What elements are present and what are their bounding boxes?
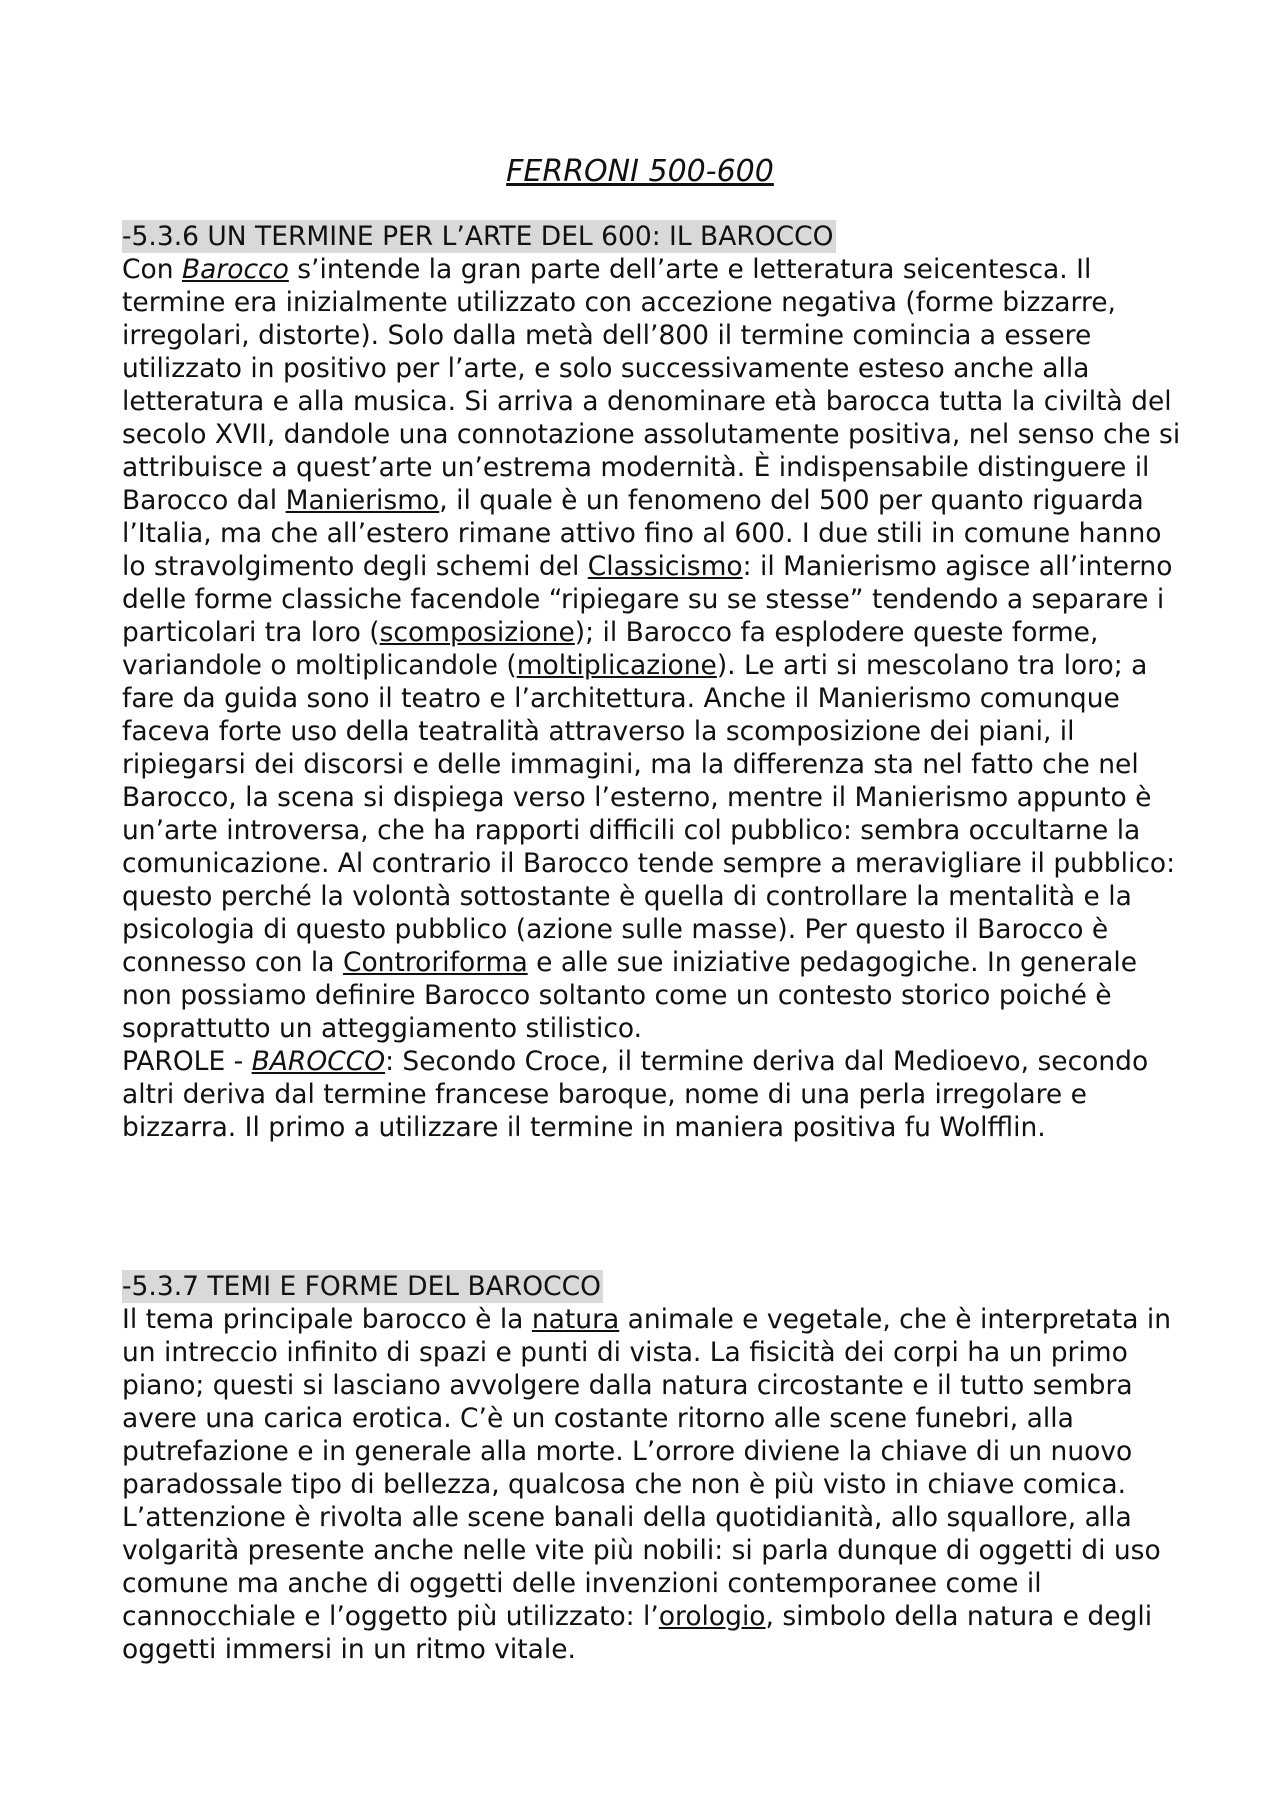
text-run: e alle sue iniziative pedagogiche. In generale non possiamo definire Barocco soltanto come un contesto storico poiché è soprattutto un atteggiamento stilistico. xyxy=(122,947,1138,1044)
section-heading: -5.3.6 UN TERMINE PER L’ARTE DEL 600: IL BAROCCO xyxy=(122,221,834,252)
underlined-term-barocco-word: BAROCCO xyxy=(251,1046,386,1077)
text-run: ); il Barocco fa esplodere queste forme, variandole o moltiplicandole ( xyxy=(122,617,1099,681)
underlined-term-classicismo: Classicismo xyxy=(587,551,743,582)
underlined-term-manierismo: Manierismo xyxy=(285,485,440,516)
text-run: ). Le arti si mescolano tra loro; a fare da guida sono il teatro e l’architettura. Anche il Manierismo comunque faceva forte uso della teatralità attraverso la scomposizione dei piani, il ripiegarsi dei discorsi e delle immagini, ma la differenza sta nel fatto che nel Barocco, la scena si dispiega verso l’esterno, mentre il Manierismo appunto è un’arte introversa, che ha rapporti difficili col pubblico: sembra occultarne la comunicazione. Al contrario il Barocco tende sempre a meravigliare il pubblico: questo perché la volontà sottostante è quella di controllare la mentalità e la psicologia di questo pubblico (azione sulle masse). Per questo il Barocco è connesso con la xyxy=(122,650,1176,978)
text-run: , il quale è un fenomeno del 500 per quanto riguarda l’Italia, ma che all’estero rimane attivo fino al 600. I due stili in comune hanno lo stravolgimento degli schemi del xyxy=(122,485,1162,582)
text-run: : Secondo Croce, il termine deriva dal Medioevo, secondo altri deriva dal termine francese baroque, nome di una perla irregolare e bizzarra. Il primo a utilizzare il termine in maniera positiva fu Wolfflin. xyxy=(122,1046,1149,1143)
text-run: Con xyxy=(122,254,182,285)
section-temi-forme xyxy=(122,1270,1182,1666)
underlined-term-natura: natura xyxy=(531,1304,620,1335)
underlined-term-barocco: Barocco xyxy=(181,254,289,285)
text-run: Il tema principale barocco è la xyxy=(122,1304,532,1335)
paragraph-definition xyxy=(122,253,1182,1045)
text-run: animale e vegetale, che è interpretata in un intreccio infinito di spazi e punti di vista. La fisicità dei corpi ha un primo piano; questi si lasciano avvolgere dalla natura circostante e il tutto sembra avere una carica erotica. C’è un costante ritorno alle scene funebri, alla putrefazione e in generale alla morte. L’orrore diviene la chiave di un nuovo paradossale tipo di bellezza, qualcosa che non è più visto in chiave comica. L’attenzione è rivolta alle scene banali della quotidianità, allo squallore, alla volgarità presente anche nelle vite più nobili: si parla dunque di oggetti di uso comune ma anche di oggetti delle invenzioni contemporanee come il cannocchiale e l’oggetto più utilizzato: l’ xyxy=(122,1304,1172,1632)
section-heading: -5.3.7 TEMI E FORME DEL BAROCCO xyxy=(122,1271,601,1302)
underlined-term-orologio: orologio xyxy=(658,1601,766,1632)
underlined-term-moltiplicazione: moltiplicazione xyxy=(516,650,717,681)
text-run: : il Manierismo agisce all’interno delle forme classiche facendole “ripiegare su se stesse” tendendo a separare i particolari tra loro ( xyxy=(122,551,1173,648)
text-run: s’intende la gran parte dell’arte e letteratura seicentesca. Il termine era inizialmente utilizzato con accezione negativa (forme bizzarre, irregolari, distorte). Solo dalla metà dell’800 il termine comincia a essere utilizzato in positivo per l’arte, e solo successivamente esteso anche alla letteratura e alla musica. Si arriva a denominare età barocca tutta la civiltà del secolo XVII, dandole una connotazione assolutamente positiva, nel senso che si attribuisce a quest’arte un’estrema modernità. È indispensabile distinguere il Barocco dal xyxy=(122,254,1181,516)
text-run: PAROLE - xyxy=(122,1046,252,1077)
text-run: , simbolo della natura e degli oggetti immersi in un ritmo vitale. xyxy=(122,1601,1153,1665)
paragraph-temi xyxy=(122,1303,1182,1666)
document-title: FERRONI 500-600 xyxy=(506,154,774,189)
section-barocco-termine xyxy=(122,220,1182,1144)
underlined-term-scomposizione: scomposizione xyxy=(379,617,575,648)
paragraph-parole xyxy=(122,1045,1182,1144)
underlined-term-controriforma: Controriforma xyxy=(342,947,528,978)
